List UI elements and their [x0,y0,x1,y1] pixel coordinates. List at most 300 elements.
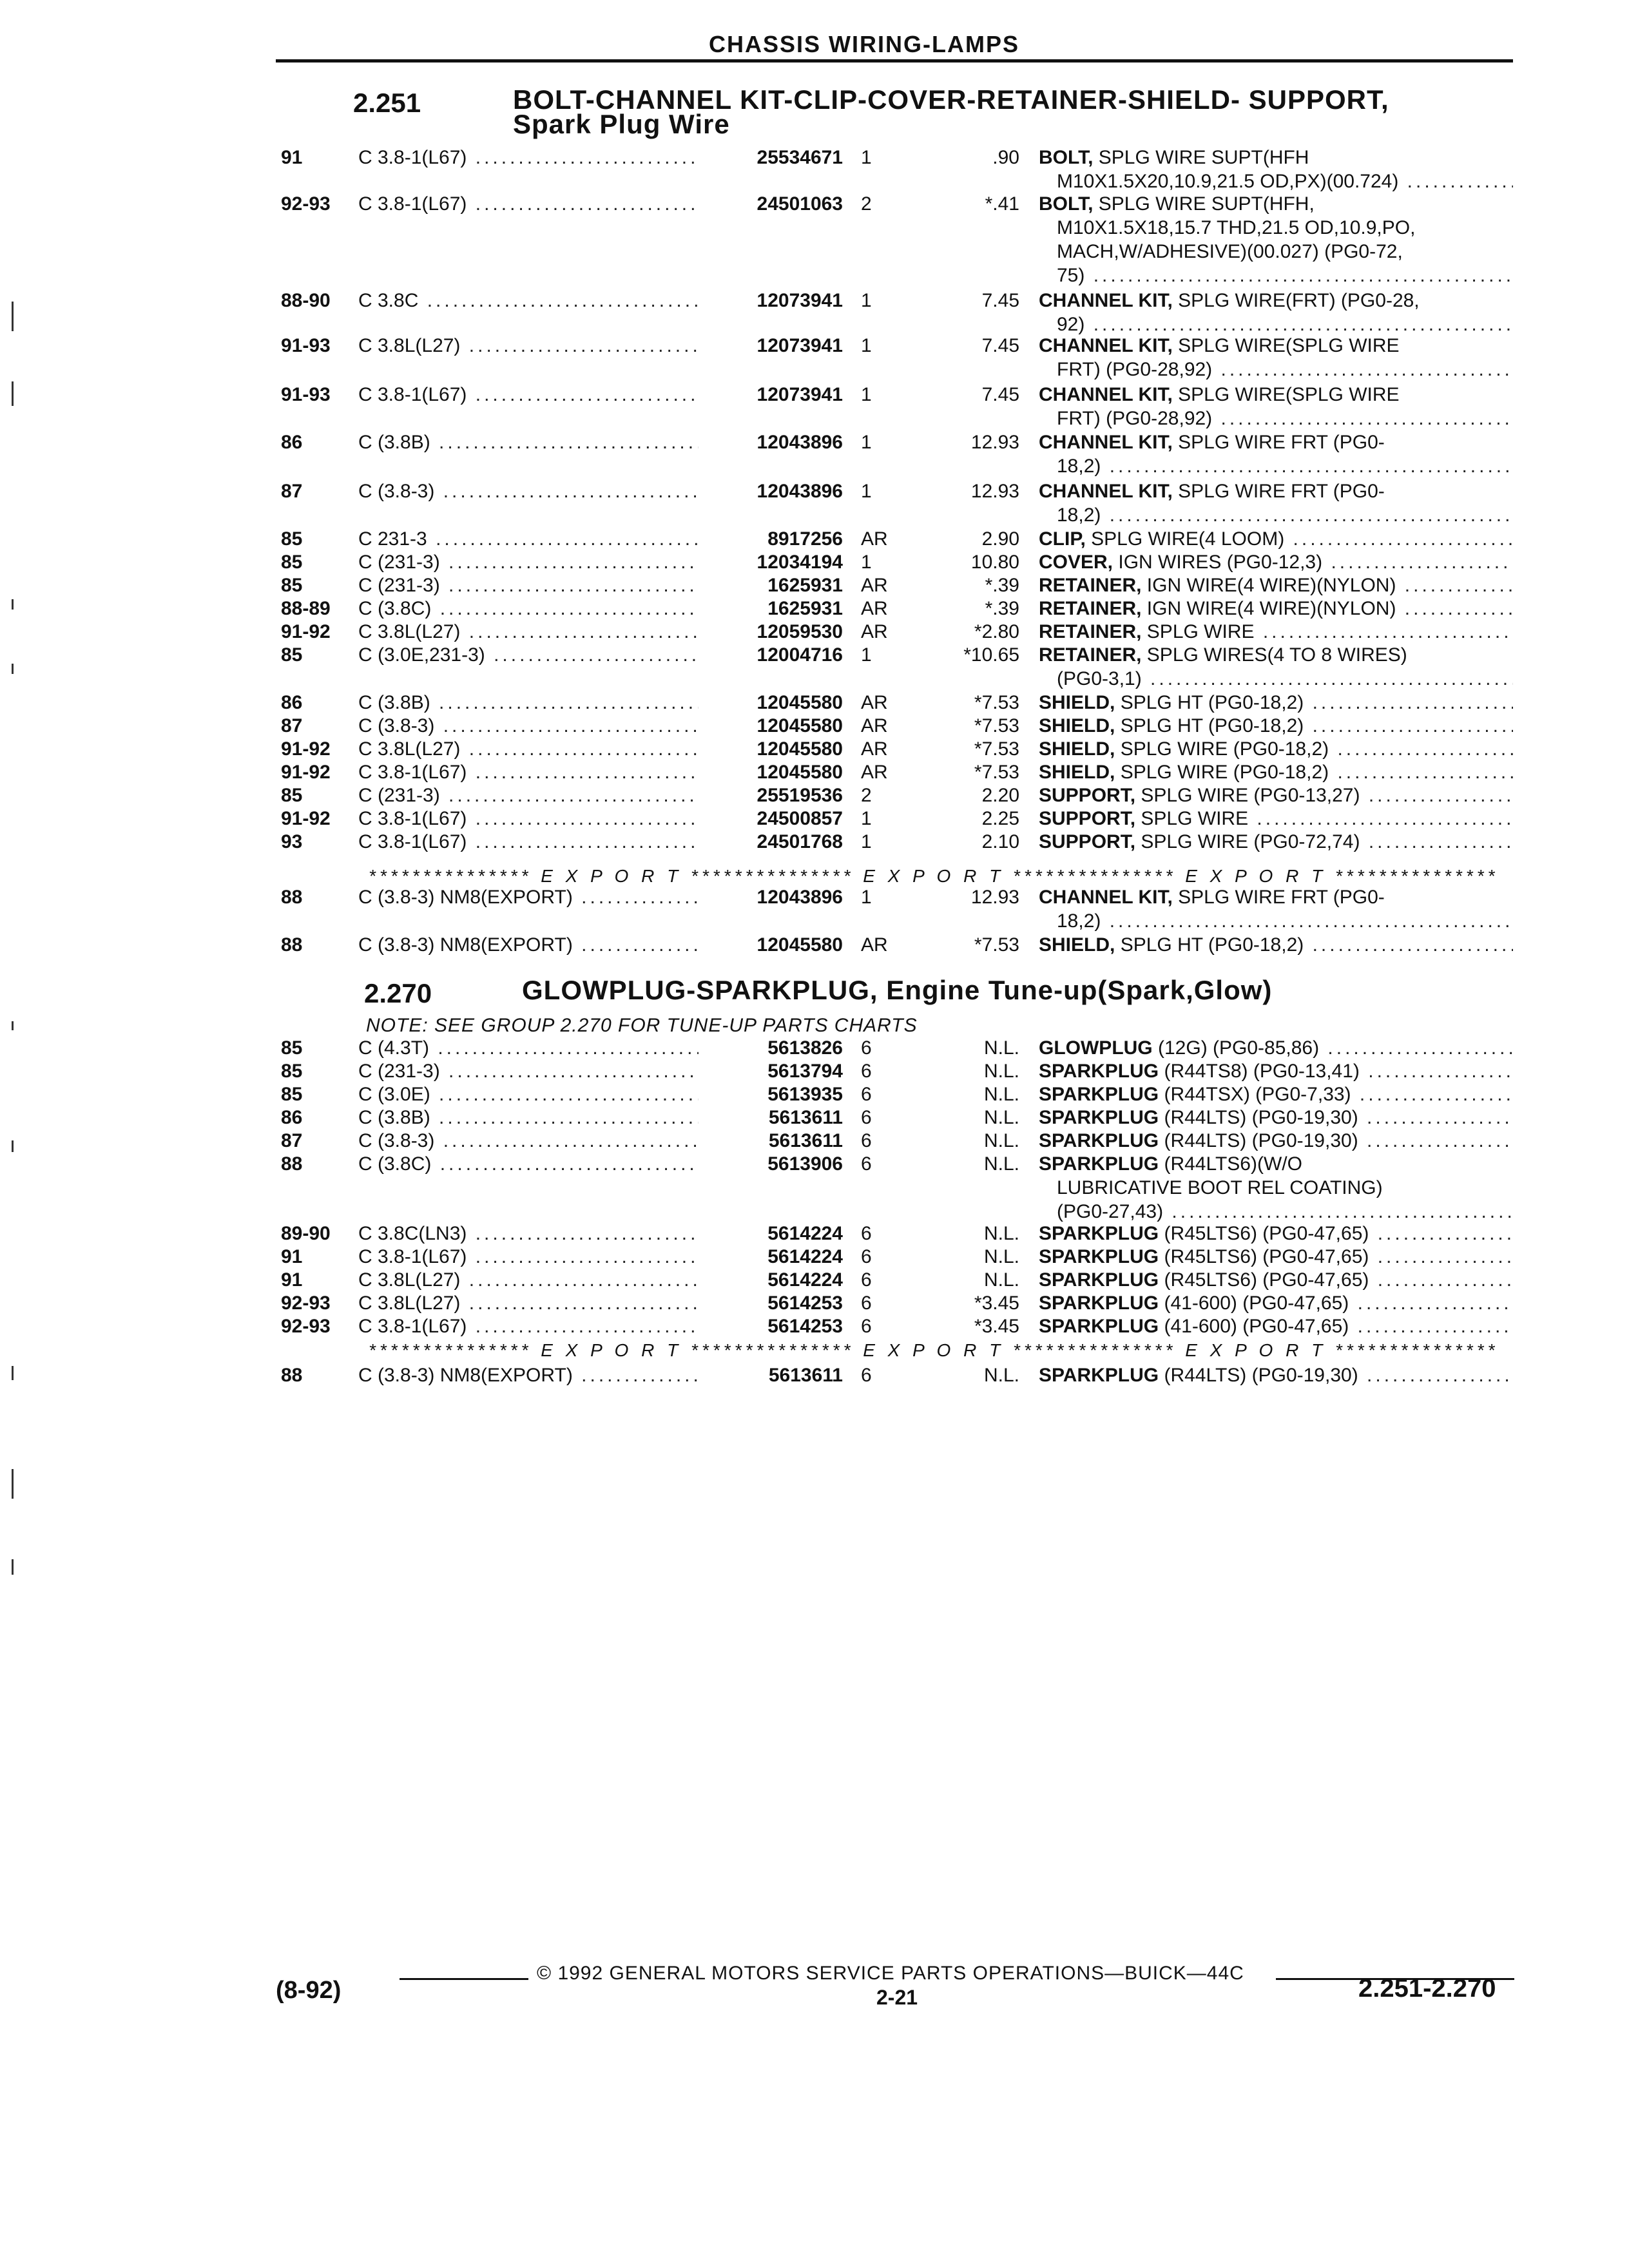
model-year: 91 [281,1246,303,1267]
description-line [1039,407,1513,430]
model-code: C (3.8-3) ..... [358,479,699,503]
description-text: (PG0-27,43) [1057,1201,1164,1222]
description-text: SPLG WIRE FRT (PG0- [1178,887,1385,908]
part-name: SPARKPLUG [1039,1107,1159,1128]
page-header: CHASSIS WIRING-LAMPS [709,31,1020,57]
description-text: (R44LTS) (PG0-19,30) [1164,1365,1358,1386]
part-name: BOLT, [1039,147,1094,168]
description-text: M10X1.5X20,10.9,21.5 OD,PX)(00.724) [1057,171,1399,192]
part-name: SPARKPLUG [1039,1130,1159,1151]
quantity: 1 [861,831,872,852]
part-name: SPARKPLUG [1039,1293,1159,1314]
price: N.L. [983,1107,1019,1128]
part-number: 5613935 [767,1084,843,1105]
description-text: SPLG WIRE (PG0-72,74) [1141,831,1360,852]
price: *2.80 [974,621,1019,642]
description-line [1039,714,1513,738]
description-text: (R44TSX) (PG0-7,33) [1164,1084,1351,1105]
part-description [1039,383,1513,430]
quantity: 6 [861,1130,872,1151]
scan-mark [12,1140,14,1152]
price: N.L. [983,1130,1019,1151]
description-text: (PG0-3,1) [1057,668,1142,689]
model-code: C (231-3) ..... [358,573,699,597]
description-line [1039,667,1513,691]
part-number: 5613611 [768,1130,843,1151]
part-name: SPARKPLUG [1039,1316,1159,1337]
part-number: 5613611 [768,1107,843,1128]
description-line [1039,550,1513,574]
model-code: C 3.8-1(L67) ..... [358,807,699,831]
price: 7.45 [981,290,1019,311]
description-text: 18,2) [1057,456,1101,477]
model-year: 93 [281,831,303,852]
part-name: SPARKPLUG [1039,1246,1159,1267]
part-name: RETAINER, [1039,644,1142,666]
part-number: 12073941 [757,290,843,311]
price: *7.53 [974,715,1019,736]
part-description [1039,1106,1513,1129]
description-line [1039,216,1513,240]
model-code: C 231-3 ..... [358,527,699,551]
footer-copyright: © 1992 GENERAL MOTORS SERVICE PARTS OPERATIONS—BUICK—44C [537,1963,1244,1984]
quantity: 1 [861,552,872,573]
model-year: 86 [281,432,303,453]
part-name: SHIELD, [1039,762,1115,783]
description-text: (R44LTS) (PG0-19,30) [1164,1130,1358,1151]
part-number: 12004716 [757,644,843,666]
model-code: C 3.8C ..... [358,289,699,312]
quantity: 1 [861,290,872,311]
description-line [1039,783,1513,807]
description-line [1039,1082,1513,1106]
price: 10.80 [970,552,1019,573]
description-line [1039,1200,1513,1224]
model-code: C (3.8C) ..... [358,1152,699,1176]
description-line [1039,1152,1513,1176]
quantity: 1 [861,384,872,405]
part-number: 5613611 [768,1365,843,1386]
part-name: RETAINER, [1039,598,1142,619]
part-number: 25519536 [757,785,843,806]
description-line [1039,1245,1513,1269]
description-line [1039,597,1513,620]
part-description [1039,1363,1513,1387]
part-name: SPARKPLUG [1039,1153,1159,1175]
description-line [1039,885,1513,909]
part-description [1039,760,1513,784]
price: *3.45 [974,1293,1019,1314]
part-description [1039,885,1513,933]
description-line [1039,358,1513,381]
quantity: 1 [861,887,872,908]
model-year: 85 [281,1084,303,1105]
description-text: SPLG WIRE SUPT(HFH, [1098,193,1315,215]
description-line [1039,1059,1513,1083]
model-code: C (3.8B) ..... [358,691,699,715]
part-number: 12034194 [757,552,843,573]
quantity: 6 [861,1037,872,1059]
section-number: 2.270 [364,978,432,1008]
model-year: 92-93 [281,1316,331,1337]
description-line [1039,334,1513,358]
part-description [1039,1314,1513,1338]
part-name: SPARKPLUG [1039,1365,1159,1386]
part-description [1039,1036,1513,1060]
description-line [1039,909,1513,933]
model-code: C (3.8-3) NM8(EXPORT) ..... [358,885,699,909]
part-number: 5613906 [767,1153,843,1175]
model-code: C 3.8-1(L67) ..... [358,760,699,784]
part-description [1039,830,1513,854]
model-code: C (3.0E,231-3) ..... [358,643,699,667]
part-name: CLIP, [1039,528,1086,550]
part-description [1039,933,1513,957]
description-text: M10X1.5X18,15.7 THD,21.5 OD,10.9,PO, [1057,217,1416,238]
price: N.L. [983,1061,1019,1082]
description-text: FRT) (PG0-28,92) [1057,359,1213,380]
part-description [1039,807,1513,831]
part-name: SUPPORT, [1039,785,1136,806]
scan-mark [12,599,14,610]
description-line [1039,240,1513,264]
description-line [1039,760,1513,784]
price: N.L. [983,1084,1019,1105]
quantity: AR [861,934,888,956]
quantity: AR [861,598,888,619]
part-number: 24501063 [757,193,843,215]
quantity: 2 [861,193,872,215]
description-text: IGN WIRES (PG0-12,3) [1118,552,1323,573]
quantity: 1 [861,432,872,453]
model-code: C 3.8C(LN3) ..... [358,1222,699,1245]
price: N.L. [983,1223,1019,1244]
scan-mark [12,664,14,674]
model-year: 87 [281,715,303,736]
model-code: C 3.8-1(L67) ..... [358,383,699,407]
description-line [1039,1222,1513,1245]
part-name: CHANNEL KIT, [1039,335,1173,356]
part-description [1039,192,1513,287]
price: N.L. [983,1037,1019,1059]
description-line [1039,479,1513,503]
part-name: CHANNEL KIT, [1039,481,1173,502]
model-year: 91-93 [281,335,331,356]
model-code: C (3.0E) ..... [358,1082,699,1106]
description-text: SPLG WIRE [1146,621,1255,642]
part-number: 12045580 [757,692,843,713]
quantity: 1 [861,481,872,502]
price: 2.25 [981,808,1019,829]
price: 2.10 [981,831,1019,852]
price: 2.20 [981,785,1019,806]
model-code: C 3.8-1(L67) ..... [358,192,699,216]
price: 2.90 [981,528,1019,550]
part-name: SHIELD, [1039,715,1115,736]
description-line [1039,503,1513,527]
price: 7.45 [981,335,1019,356]
description-line [1039,691,1513,715]
quantity: 6 [861,1293,872,1314]
model-year: 88 [281,1365,303,1386]
description-text: 18,2) [1057,910,1101,932]
description-text: (41-600) (PG0-47,65) [1164,1316,1349,1337]
model-code: C (3.8B) ..... [358,1106,699,1129]
model-code: C 3.8L(L27) ..... [358,1291,699,1315]
description-text: SPLG WIRE (PG0-18,2) [1120,762,1329,783]
model-year: 85 [281,1037,303,1059]
part-name: RETAINER, [1039,575,1142,596]
description-line [1039,737,1513,761]
price: N.L. [983,1365,1019,1386]
quantity: 6 [861,1246,872,1267]
part-description [1039,550,1513,574]
description-text: SPLG WIRE(SPLG WIRE [1178,335,1400,356]
model-year: 88 [281,887,303,908]
description-line [1039,807,1513,831]
model-code: C (3.8-3) ..... [358,1129,699,1153]
part-number: 24500857 [757,808,843,829]
description-line [1039,1291,1513,1315]
part-description [1039,1268,1513,1292]
model-code: C (4.3T) ..... [358,1036,699,1060]
part-number: 12043896 [757,432,843,453]
model-code: C 3.8L(L27) ..... [358,1268,699,1292]
part-name: SUPPORT, [1039,831,1136,852]
model-code: C 3.8-1(L67) ..... [358,1314,699,1338]
section-title: GLOWPLUG-SPARKPLUG, Engine Tune-up(Spark,Glow) [522,975,1273,1005]
quantity: 1 [861,147,872,168]
quantity: AR [861,738,888,760]
model-code: C 3.8-1(L67) ..... [358,830,699,854]
model-year: 85 [281,785,303,806]
description-text: MACH,W/ADHESIVE)(00.027) (PG0-72, [1057,241,1403,262]
model-year: 92-93 [281,1293,331,1314]
description-line [1039,430,1513,454]
part-name: RETAINER, [1039,621,1142,642]
part-number: 12059530 [757,621,843,642]
price: *.39 [985,575,1019,596]
price: *7.53 [974,934,1019,956]
part-number: 5614224 [767,1246,843,1267]
part-name: SPARKPLUG [1039,1269,1159,1291]
description-text: SPLG WIRE FRT (PG0- [1178,481,1385,502]
part-name: CHANNEL KIT, [1039,384,1173,405]
description-line [1039,1129,1513,1153]
description-text: SPLG WIRE (PG0-13,27) [1141,785,1360,806]
description-line [1039,1106,1513,1129]
description-text: SPLG HT (PG0-18,2) [1120,934,1304,956]
part-name: COVER, [1039,552,1113,573]
description-text: (R44LTS6)(W/O [1164,1153,1302,1175]
description-line [1039,643,1513,667]
description-text: (R44LTS) (PG0-19,30) [1164,1107,1358,1128]
description-text: (12G) (PG0-85,86) [1158,1037,1320,1059]
section-subtitle: Spark Plug Wire [513,109,730,139]
description-line [1039,620,1513,644]
description-line [1039,383,1513,407]
description-line [1039,1176,1513,1200]
quantity: 6 [861,1061,872,1082]
part-name: SHIELD, [1039,934,1115,956]
model-year: 88-90 [281,290,331,311]
description-line [1039,146,1513,169]
description-text: (R44TS8) (PG0-13,41) [1164,1061,1360,1082]
part-number: 1625931 [767,598,843,619]
model-year: 86 [281,692,303,713]
part-name: SPARKPLUG [1039,1084,1159,1105]
price: *.39 [985,598,1019,619]
description-line [1039,169,1513,193]
model-year: 85 [281,1061,303,1082]
model-year: 91-92 [281,808,331,829]
part-number: 12045580 [757,738,843,760]
model-code: C (3.8B) ..... [358,430,699,454]
part-number: 5614253 [767,1293,843,1314]
part-name: SHIELD, [1039,738,1115,760]
page-number: 2-21 [876,1986,918,2009]
part-number: 24501768 [757,831,843,852]
model-code: C (3.8-3) ..... [358,714,699,738]
description-text: LUBRICATIVE BOOT REL COATING) [1057,1177,1383,1198]
price: 12.93 [970,432,1019,453]
part-number: 5614224 [767,1223,843,1244]
part-name: BOLT, [1039,193,1094,215]
model-year: 86 [281,1107,303,1128]
footer-rule [400,1978,528,1980]
part-description [1039,430,1513,478]
description-line [1039,264,1513,287]
model-code: C 3.8L(L27) ..... [358,737,699,761]
description-line [1039,454,1513,478]
price: *7.53 [974,692,1019,713]
description-text: 75) [1057,265,1085,286]
part-description [1039,1129,1513,1153]
part-name: CHANNEL KIT, [1039,432,1173,453]
part-description [1039,479,1513,527]
price: 12.93 [970,481,1019,502]
description-text: SPLG HT (PG0-18,2) [1120,715,1304,736]
description-text: 92) [1057,314,1085,335]
header-rule [276,59,1513,62]
export-separator: *************** E X P O R T *************** E X P O R T *************** E X P O R T *************** [369,866,1499,886]
model-code: C 3.8L(L27) ..... [358,334,699,358]
description-line [1039,527,1513,551]
part-name: SUPPORT, [1039,808,1136,829]
description-text: SPLG WIRE(FRT) (PG0-28, [1178,290,1420,311]
description-text: SPLG WIRE(4 LOOM) [1091,528,1285,550]
part-name: CHANNEL KIT, [1039,290,1173,311]
quantity: 1 [861,808,872,829]
part-number: 12045580 [757,934,843,956]
quantity: AR [861,575,888,596]
description-text: 18,2) [1057,505,1101,526]
part-description [1039,714,1513,738]
part-description [1039,1152,1513,1224]
part-number: 5614224 [767,1269,843,1291]
price: .90 [992,147,1019,168]
price: *7.53 [974,738,1019,760]
quantity: 6 [861,1365,872,1386]
model-code: C (3.8-3) NM8(EXPORT) ..... [358,1363,699,1387]
model-year: 88 [281,1153,303,1175]
footer-date: (8-92) [276,1977,342,2004]
price: N.L. [983,1269,1019,1291]
section-number: 2.251 [353,88,421,118]
model-year: 88 [281,934,303,956]
part-number: 5614253 [767,1316,843,1337]
description-text: SPLG WIRE (PG0-18,2) [1120,738,1329,760]
model-year: 85 [281,552,303,573]
price: N.L. [983,1246,1019,1267]
model-code: C 3.8-1(L67) ..... [358,1245,699,1269]
model-code: C (3.8C) ..... [358,597,699,620]
model-year: 88-89 [281,598,331,619]
scan-mark [12,1366,14,1380]
part-description [1039,783,1513,807]
quantity: AR [861,528,888,550]
model-year: 91-92 [281,621,331,642]
scan-mark [12,1559,14,1575]
part-description [1039,1291,1513,1315]
description-text: IGN WIRE(4 WIRE)(NYLON) [1146,598,1396,619]
part-number: 5613794 [767,1061,843,1082]
description-text: (R45LTS6) (PG0-47,65) [1164,1246,1369,1267]
part-description [1039,146,1513,193]
description-line [1039,312,1513,336]
scan-mark [12,1469,14,1499]
model-year: 91-93 [281,384,331,405]
quantity: 6 [861,1316,872,1337]
part-description [1039,1245,1513,1269]
quantity: AR [861,715,888,736]
price: N.L. [983,1153,1019,1175]
model-year: 91 [281,1269,303,1291]
description-text: IGN WIRE(4 WIRE)(NYLON) [1146,575,1396,596]
quantity: 6 [861,1084,872,1105]
part-description [1039,527,1513,551]
part-name: SPARKPLUG [1039,1061,1159,1082]
model-year: 92-93 [281,193,331,215]
model-year: 91 [281,147,303,168]
part-description [1039,1222,1513,1245]
scan-mark [12,1021,14,1030]
price: 7.45 [981,384,1019,405]
model-year: 91-92 [281,762,331,783]
model-year: 87 [281,481,303,502]
quantity: 6 [861,1153,872,1175]
model-code: C (3.8-3) NM8(EXPORT) ..... [358,933,699,957]
price: *7.53 [974,762,1019,783]
description-line [1039,1036,1513,1060]
description-text: SPLG WIRES(4 TO 8 WIRES) [1146,644,1407,666]
part-description [1039,597,1513,620]
part-description [1039,1059,1513,1083]
description-text: (R45LTS6) (PG0-47,65) [1164,1223,1369,1244]
quantity: 6 [861,1223,872,1244]
description-line [1039,573,1513,597]
part-description [1039,1082,1513,1106]
part-number: 12043896 [757,481,843,502]
part-number: 5613826 [767,1037,843,1059]
footer-section-range: 2.251-2.270 [1358,1974,1496,2003]
part-number: 25534671 [757,147,843,168]
part-name: GLOWPLUG [1039,1037,1153,1059]
part-description [1039,620,1513,644]
model-code: C (231-3) ..... [358,1059,699,1083]
model-year: 85 [281,528,303,550]
part-description [1039,573,1513,597]
